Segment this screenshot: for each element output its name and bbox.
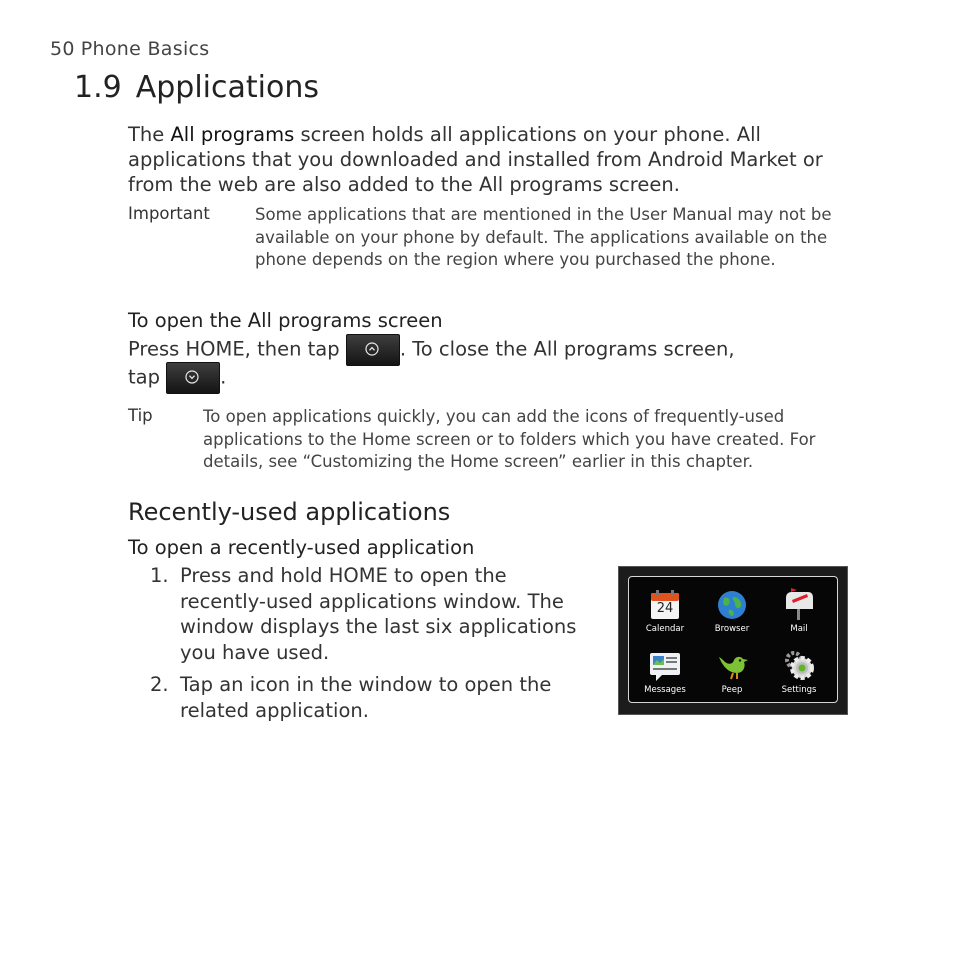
intro-paragraph <box>128 122 868 197</box>
section-title <box>74 70 319 105</box>
list-item <box>150 563 590 665</box>
steps-list <box>150 563 590 730</box>
globe-icon <box>715 588 749 622</box>
recent-app-calendar[interactable] <box>635 582 695 638</box>
open-instruction-line2 <box>128 362 226 394</box>
section-number: 1.9 <box>74 70 122 105</box>
app-label: Browser <box>714 624 750 634</box>
page-number: 50 <box>50 38 75 60</box>
open-all-programs-heading: To open the All programs screen <box>128 309 443 332</box>
app-label: Calendar <box>645 624 685 634</box>
messages-icon <box>648 649 682 683</box>
app-label: Peep <box>721 685 743 695</box>
tip-label: Tip <box>128 406 153 425</box>
open-recent-subheading: To open a recently-used application <box>128 536 475 559</box>
open-all-programs-button[interactable] <box>346 334 400 366</box>
chapter-name: Phone Basics <box>80 38 210 60</box>
step-number: 2. <box>150 673 169 696</box>
step-number: 1. <box>150 564 169 587</box>
app-label: Mail <box>790 624 808 634</box>
recent-apps-window <box>628 576 838 703</box>
page-header <box>50 38 209 60</box>
important-label: Important <box>128 204 210 223</box>
close-all-programs-button[interactable] <box>166 362 220 394</box>
all-programs-term: All programs <box>170 123 295 146</box>
list-item <box>150 672 590 723</box>
mailbox-icon <box>782 588 816 622</box>
chevron-down-circle-icon <box>185 370 199 384</box>
calendar-icon <box>648 588 682 622</box>
recent-app-mail[interactable] <box>769 582 829 638</box>
step-text: Press and hold HOME to open the recently-used applications window. The window displays the last six applications you have used. <box>180 564 577 664</box>
recent-app-browser[interactable] <box>702 582 762 638</box>
important-text: Some applications that are mentioned in the User Manual may not be available on your phone by default. The applications available on the phone depends on the region where you purchased the phone. <box>255 205 832 269</box>
instruction-text: tap <box>128 365 167 389</box>
bird-icon <box>715 649 749 683</box>
instruction-text: Press HOME, then tap <box>128 337 346 361</box>
calendar-day: 24 <box>656 601 674 616</box>
instruction-text: . <box>220 365 227 389</box>
app-label: Settings <box>781 685 817 695</box>
recently-used-heading: Recently-used applications <box>128 498 451 526</box>
step-text: Tap an icon in the window to open the related application. <box>180 673 552 722</box>
chevron-up-circle-icon <box>365 342 379 356</box>
app-label: Messages <box>644 685 686 695</box>
gear-icon <box>782 649 816 683</box>
recent-app-messages[interactable] <box>635 643 695 699</box>
intro-text-start: The <box>128 123 171 146</box>
recent-apps-screenshot <box>618 566 848 715</box>
section-title-text: Applications <box>135 70 319 105</box>
intro-text-rest: screen holds all applications on your phone. All applications that you downloaded and installed from Android Market or from the web are also added to the All programs screen. <box>128 123 823 196</box>
recent-app-settings[interactable] <box>769 643 829 699</box>
tip-text: To open applications quickly, you can add the icons of frequently-used applications to the Home screen or to folders which you have created. For details, see “Customizing the Home screen” earlier in this chapter. <box>203 407 816 471</box>
recent-app-peep[interactable] <box>702 643 762 699</box>
instruction-text: . To close the All programs screen, <box>399 337 735 361</box>
